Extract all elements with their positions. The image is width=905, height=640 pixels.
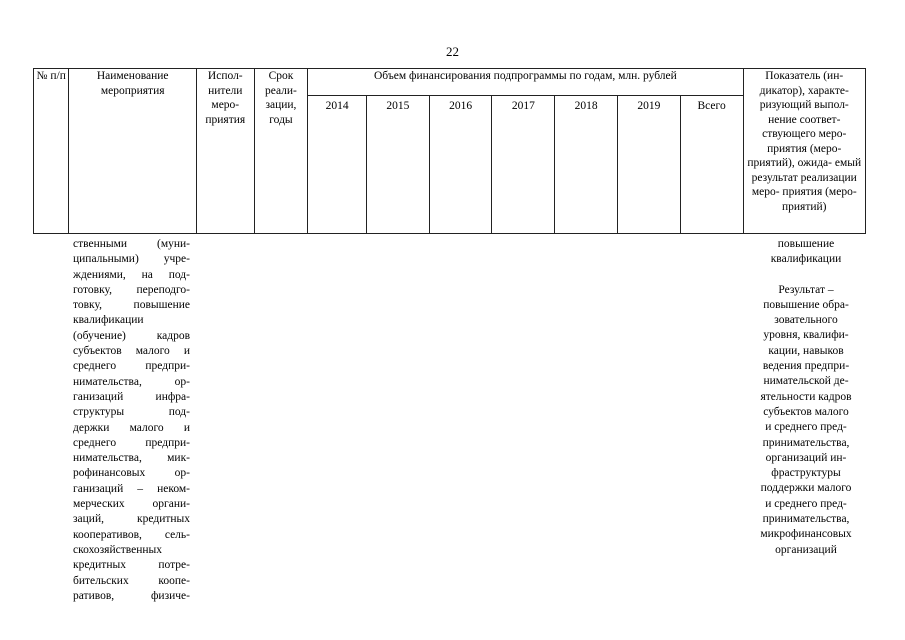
text-line: субъектов малого и: [73, 345, 190, 358]
col-name-header: Наименование мероприятия: [69, 69, 197, 234]
text-line: держки малого и: [73, 421, 190, 434]
year-2019-header: 2019: [617, 96, 680, 234]
text-line: принимательства,: [762, 513, 850, 526]
activity-name-text: [73, 237, 190, 604]
text-line: организаций: [775, 543, 837, 556]
text-line: рофинансовых ор-: [73, 467, 190, 480]
text-line: квалификации: [770, 253, 842, 266]
text-line: нимательской де-: [763, 375, 849, 388]
text-line: среднего предпри-: [73, 436, 190, 449]
text-line: фраструктуры: [771, 467, 841, 480]
text-line: ганизаций инфра-: [73, 390, 190, 403]
text-line: субъектов малого: [763, 405, 849, 418]
text-line: кооперативов, сель-: [73, 528, 190, 541]
col-executors-header: Испол- нители меро- приятия: [196, 69, 254, 234]
col-indicator-header: Показатель (ин- дикатор), характе- ризующий выпол- нение соответ- ствующего меро- приятия (меро- приятий), ожида- емый результат реализации меро- приятия (меро- приятий): [743, 69, 866, 234]
page-number: 22: [446, 44, 459, 59]
text-line: организаций ин-: [765, 451, 847, 464]
year-2015-header: 2015: [366, 96, 429, 234]
text-line: ятельности кадров: [760, 390, 852, 403]
text-line: заций, кредитных: [73, 513, 190, 526]
text-line: повышение: [777, 238, 835, 250]
text-line: ганизаций – неком-: [73, 482, 190, 495]
text-line: скохозяйственных: [73, 543, 163, 556]
text-line: ждениями, на под-: [73, 268, 190, 281]
year-2016-header: 2016: [429, 96, 492, 234]
text-line: принимательства,: [762, 436, 850, 449]
col-term-header: Срок реали- зации, годы: [254, 69, 308, 234]
financing-table-header: [33, 68, 866, 234]
text-line: поддержки малого: [760, 482, 852, 495]
text-line: (обучение) кадров: [73, 329, 190, 342]
text-line: микрофинансовых: [760, 528, 852, 541]
text-line: ципальными) учре-: [73, 253, 190, 266]
text-line: ведения предпри-: [762, 360, 850, 373]
text-line: Результат –: [778, 283, 834, 296]
text-line: бительских коопе-: [73, 574, 190, 587]
year-2017-header: 2017: [492, 96, 555, 234]
text-line: повышение обра-: [763, 298, 849, 311]
text-line: кредитных потре-: [73, 559, 190, 572]
text-line: уровня, квалифи-: [763, 329, 849, 342]
year-2018-header: 2018: [555, 96, 618, 234]
year-2014-header: 2014: [308, 96, 367, 234]
text-line: среднего предпри-: [73, 360, 190, 373]
text-line: нимательства, ор-: [73, 375, 190, 388]
text-line: готовку, переподго-: [73, 283, 190, 296]
col-financing-header: Объем финансирования подпрограммы по годам, млн. рублей: [308, 69, 743, 96]
text-line: и среднего пред-: [765, 421, 847, 434]
text-line: структуры под-: [73, 406, 190, 419]
indicator-result: [747, 283, 865, 558]
text-line: зовательного: [774, 314, 838, 327]
text-line: квалификации: [73, 314, 144, 327]
text-line: товку, повышение: [73, 299, 190, 312]
text-line: и среднего пред-: [765, 497, 847, 510]
text-line: нимательства, мик-: [73, 452, 190, 465]
text-line: ственными (муни-: [73, 238, 190, 250]
indicator-continuation: [747, 237, 865, 268]
indicator-text: [747, 237, 865, 558]
text-line: кации, навыков: [768, 344, 844, 357]
col-number-header: № п/п: [34, 69, 69, 234]
year-total-header: Всего: [680, 96, 743, 234]
text-line: мерческих органи-: [73, 498, 190, 511]
text-line: ративов, физиче-: [73, 589, 190, 602]
